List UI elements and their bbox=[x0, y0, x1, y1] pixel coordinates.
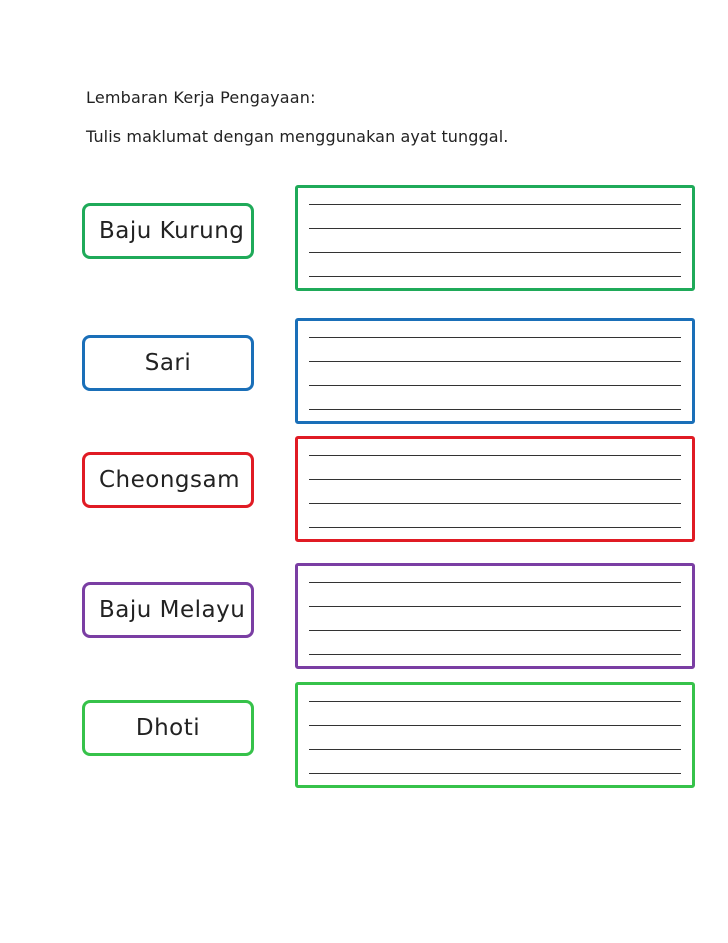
writing-line[interactable] bbox=[309, 725, 681, 726]
label-text: Cheongsam bbox=[99, 467, 241, 493]
label-box-baju-kurung bbox=[82, 203, 254, 259]
label-text: Baju Kurung bbox=[99, 218, 245, 244]
writing-line[interactable] bbox=[309, 252, 681, 253]
writing-line[interactable] bbox=[309, 749, 681, 750]
writing-line[interactable] bbox=[309, 630, 681, 631]
writing-line[interactable] bbox=[309, 701, 681, 702]
writing-line[interactable] bbox=[309, 204, 681, 205]
label-text: Dhoti bbox=[135, 715, 201, 741]
writing-box-dhoti[interactable] bbox=[295, 682, 695, 788]
writing-line[interactable] bbox=[309, 654, 681, 655]
writing-box-cheongsam[interactable] bbox=[295, 436, 695, 542]
writing-line[interactable] bbox=[309, 276, 681, 277]
writing-line[interactable] bbox=[309, 606, 681, 607]
writing-line[interactable] bbox=[309, 385, 681, 386]
writing-line[interactable] bbox=[309, 773, 681, 774]
writing-line[interactable] bbox=[309, 409, 681, 410]
writing-line[interactable] bbox=[309, 582, 681, 583]
writing-line[interactable] bbox=[309, 337, 681, 338]
writing-line[interactable] bbox=[309, 228, 681, 229]
writing-box-baju-kurung[interactable] bbox=[295, 185, 695, 291]
worksheet-title: Lembaran Kerja Pengayaan: bbox=[86, 88, 316, 107]
label-text: Baju Melayu bbox=[99, 597, 246, 623]
writing-line[interactable] bbox=[309, 479, 681, 480]
writing-box-baju-melayu[interactable] bbox=[295, 563, 695, 669]
label-text: Sari bbox=[144, 350, 192, 376]
worksheet-instruction: Tulis maklumat dengan menggunakan ayat tunggal. bbox=[86, 127, 509, 146]
writing-line[interactable] bbox=[309, 361, 681, 362]
writing-line[interactable] bbox=[309, 503, 681, 504]
writing-box-sari[interactable] bbox=[295, 318, 695, 424]
writing-line[interactable] bbox=[309, 455, 681, 456]
label-box-baju-melayu bbox=[82, 582, 254, 638]
label-box-sari bbox=[82, 335, 254, 391]
label-box-cheongsam bbox=[82, 452, 254, 508]
writing-line[interactable] bbox=[309, 527, 681, 528]
label-box-dhoti bbox=[82, 700, 254, 756]
